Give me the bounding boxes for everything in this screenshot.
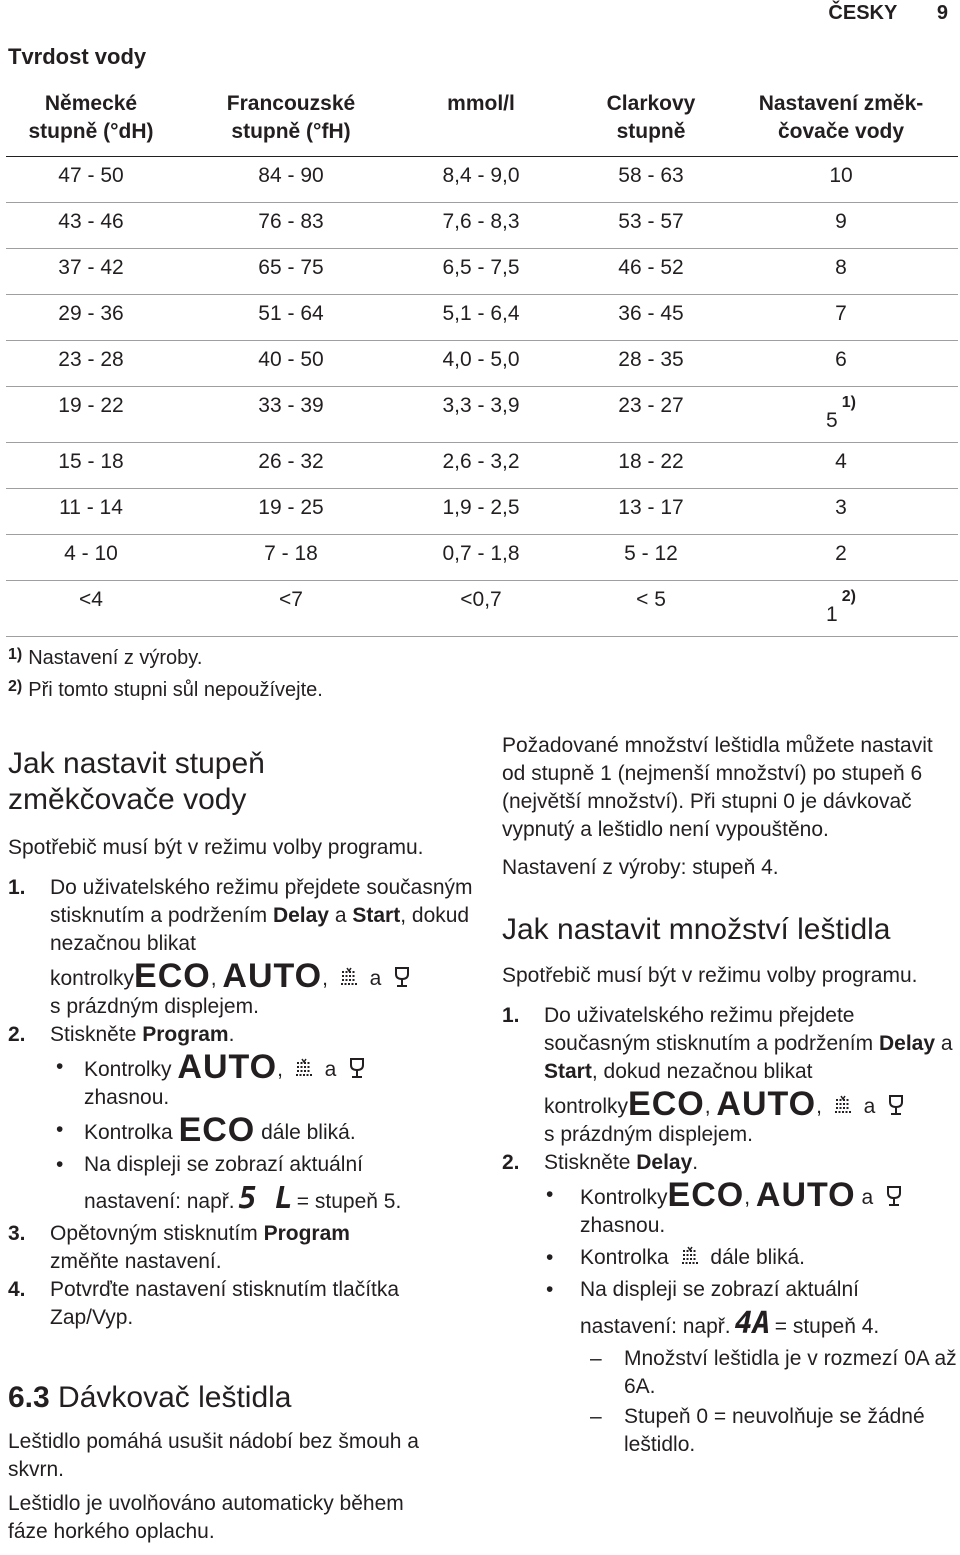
auto-indicator: AUTO (177, 1048, 278, 1086)
cell-clark: 46 - 52 (618, 256, 684, 279)
dishes-icon (679, 1245, 701, 1267)
right-column (502, 732, 958, 1461)
page-header (828, 2, 948, 25)
auto-indicator: AUTO (716, 1085, 817, 1123)
display-readout: 5 L (238, 1181, 293, 1216)
step-1: 1. Do uživatelského režimu přejdete současným stisknutím a podržením Delay a Start, dokud nezačnou blikat kontrolkyECO, AUTO, a s prázdným displejem. (8, 876, 473, 1018)
cell-mmol: 0,7 - 1,8 (442, 542, 520, 565)
table-header-row (6, 80, 958, 157)
cell-dh: 29 - 36 (58, 302, 124, 325)
dishes-icon (293, 1057, 315, 1079)
cell-setting: 7 (835, 302, 847, 325)
column-header-mmol: mmol/l (447, 92, 515, 115)
cell-mmol: 1,9 - 2,5 (442, 496, 520, 519)
cell-fh: 7 - 18 (264, 542, 318, 565)
cell-dh: 43 - 46 (58, 210, 124, 233)
page-number: 9 (936, 2, 948, 24)
glass-icon (883, 1185, 905, 1207)
step-2-bullet-1: • Kontrolky AUTO, a zhasnou. (8, 1053, 478, 1112)
cell-mmol: <0,7 (460, 588, 502, 611)
rinse-amount-info: Požadované množství leštidla můžete nastavit od stupně 1 (nejmenší množství) po stupeň 6 (největší množství). Při stupni 0 je dávkovač vypnutý a leštidlo není vypouštěno. (502, 734, 933, 841)
rinse-steps (502, 1002, 958, 1459)
cell-setting: 5$^{1)}$ (826, 394, 856, 432)
table-row (6, 202, 958, 249)
cell-clark: 53 - 57 (618, 210, 684, 233)
rinse-dispenser-heading: 6.3 Dávkovač leštidla (8, 1381, 292, 1414)
cell-setting: 4 (835, 450, 847, 473)
column-header-dh: Německé stupně (°dH) (28, 92, 154, 143)
cell-mmol: 8,4 - 9,0 (442, 164, 520, 187)
footnote-2: $^{2)}$ Při tomto stupni sůl nepoužívejte. (8, 678, 323, 701)
cell-mmol: 6,5 - 7,5 (442, 256, 520, 279)
cell-mmol: 2,6 - 3,2 (442, 450, 520, 473)
cell-dh: 47 - 50 (58, 164, 124, 187)
cell-clark: 36 - 45 (618, 302, 684, 325)
cell-clark: 5 - 12 (624, 542, 678, 565)
cell-mmol: 5,1 - 6,4 (442, 302, 520, 325)
rinse-dash-1: – Množství leštidla je v rozmezí 0A až 6A. (590, 1347, 957, 1398)
footnote-1: $^{1)}$ Nastavení z výroby. (8, 646, 203, 669)
cell-fh: 19 - 25 (258, 496, 324, 519)
table-row (6, 442, 958, 489)
step-3: 3. Opětovným stisknutím Program změňte nastavení. (8, 1222, 350, 1273)
dishes-icon (832, 1094, 854, 1116)
cell-setting: 8 (835, 256, 847, 279)
cell-clark: 58 - 63 (618, 164, 684, 187)
rinse-step-2: 2. Stiskněte Delay. (502, 1151, 699, 1174)
table-row (6, 488, 958, 535)
cell-setting: 1$^{2)}$ (826, 588, 856, 626)
cell-dh: <4 (79, 588, 103, 611)
softener-heading: Jak nastavit stupeň změkčovače vody (8, 747, 265, 816)
rinse-dispenser-p2: Leštidlo je uvolňováno automaticky během fáze horkého oplachu. (8, 1492, 404, 1543)
cell-fh: 26 - 32 (258, 450, 324, 473)
glass-icon (346, 1057, 368, 1079)
factory-setting-info: Nastavení z výroby: stupeň 4. (502, 856, 779, 879)
eco-indicator: ECO (134, 957, 211, 995)
rinse-dash-2: – Stupeň 0 = neuvolňuje se žádné leštidlo. (590, 1405, 925, 1456)
footnote-marker: 1) (841, 394, 856, 411)
cell-fh: 84 - 90 (258, 164, 324, 187)
table-row (6, 340, 958, 387)
rinse-step-2-bullet-2: • Kontrolka dále bliká. (546, 1246, 805, 1269)
eco-indicator: ECO (628, 1085, 705, 1123)
cell-setting: 6 (835, 348, 847, 371)
cell-fh: 65 - 75 (258, 256, 324, 279)
softener-steps (8, 874, 478, 1332)
table-row (6, 156, 958, 203)
auto-indicator: AUTO (755, 1176, 856, 1214)
cell-mmol: 4,0 - 5,0 (442, 348, 520, 371)
dishes-icon (338, 966, 360, 988)
column-header-clark: Clarkovy stupně (606, 92, 696, 143)
step-2-bullet-2: • Kontrolka ECO dále bliká. (56, 1111, 356, 1149)
cell-dh: 23 - 28 (58, 348, 124, 371)
column-header-fh: Francouzské stupně (°fH) (226, 92, 356, 143)
rinse-intro: Spotřebič musí být v režimu volby programu. (502, 964, 918, 987)
cell-dh: 15 - 18 (58, 450, 124, 473)
cell-fh: 40 - 50 (258, 348, 324, 371)
cell-fh: 51 - 64 (258, 302, 324, 325)
step-4: 4. Potvrďte nastavení stisknutím tlačítka Zap/Vyp. (8, 1278, 400, 1329)
cell-dh: 19 - 22 (58, 394, 124, 417)
rinse-step-1: 1. Do uživatelského režimu přejdete současným stisknutím a podržením Delay a Start, dokud nezačnou blikat kontrolkyECO, AUTO, a s prázdným displejem. (502, 1004, 953, 1146)
cell-dh: 11 - 14 (59, 496, 123, 519)
glass-icon (885, 1094, 907, 1116)
rinse-step-2-bullet-3: • Na displeji se zobrazí aktuální nastavení: např. 4A = stupeň 4. (546, 1278, 880, 1341)
glass-icon (391, 966, 413, 988)
eco-indicator: ECO (667, 1176, 745, 1214)
step-2: 2. Stiskněte Program. (8, 1023, 235, 1046)
eco-indicator: ECO (178, 1111, 256, 1149)
footnote-marker: 2) (841, 588, 856, 605)
cell-setting: 3 (835, 496, 847, 519)
table-row (6, 294, 958, 341)
cell-clark: 13 - 17 (618, 496, 684, 519)
water-hardness-title: Tvrdost vody (8, 44, 147, 69)
softener-intro: Spotřebič musí být v režimu volby programu. (8, 836, 424, 859)
table-row (6, 580, 958, 637)
cell-fh: 76 - 83 (258, 210, 324, 233)
cell-dh: 4 - 10 (64, 542, 118, 565)
cell-setting: 9 (835, 210, 847, 233)
auto-indicator: AUTO (222, 957, 323, 995)
table-row (6, 534, 958, 581)
cell-setting: 2 (835, 542, 847, 565)
cell-mmol: 3,3 - 3,9 (442, 394, 520, 417)
column-header-setting: Nastavení změk- čovače vody (758, 92, 924, 143)
table-row (6, 248, 958, 295)
display-readout: 4A (734, 1306, 771, 1341)
rinse-step-2-bullet-1: • KontrolkyECO, AUTO a zhasnou. (502, 1181, 958, 1240)
cell-dh: 37 - 42 (58, 256, 124, 279)
cell-clark: 28 - 35 (618, 348, 684, 371)
left-column (8, 746, 478, 1332)
cell-fh: 33 - 39 (258, 394, 324, 417)
rinse-dispenser-section (8, 1380, 448, 1552)
table-row (6, 386, 958, 443)
step-2-bullet-3: • Na displeji se zobrazí aktuální nastavení: např. 5 L = stupeň 5. (56, 1153, 402, 1216)
cell-setting: 10 (829, 164, 853, 187)
cell-fh: <7 (279, 588, 303, 611)
rinse-amount-heading: Jak nastavit množství leštidla (502, 913, 891, 946)
cell-clark: 18 - 22 (618, 450, 684, 473)
language-label: ČESKY (828, 2, 898, 24)
cell-clark: < 5 (636, 588, 666, 611)
rinse-dispenser-p1: Leštidlo pomáhá usušit nádobí bez šmouh a skvrn. (8, 1430, 419, 1481)
cell-mmol: 7,6 - 8,3 (442, 210, 520, 233)
cell-clark: 23 - 27 (618, 394, 684, 417)
